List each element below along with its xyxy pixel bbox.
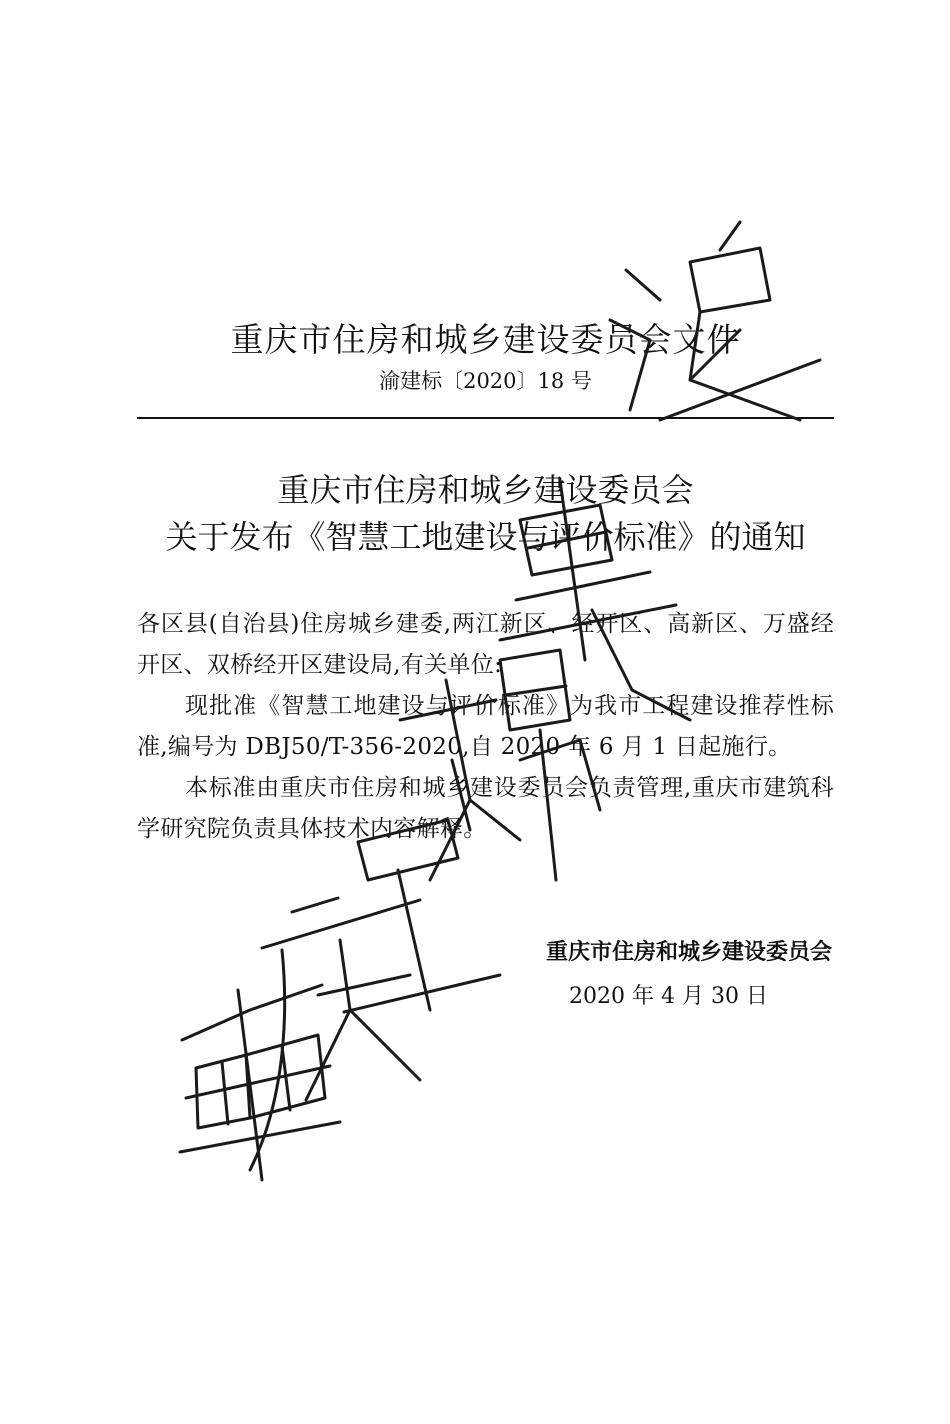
watermark-glyph-1 <box>180 985 340 1180</box>
document-number: 渝建标〔2020〕18 号 <box>379 369 592 393</box>
signature-organization: 重庆市住房和城乡建设委员会 <box>545 940 832 965</box>
signature-date: 2020 年 4 月 30 日 <box>569 984 768 1009</box>
notice-title-line2: 关于发布《智慧工地建设与评价标准》的通知 <box>165 518 806 556</box>
issuer-heading: 重庆市住房和城乡建设委员会文件 <box>230 320 741 359</box>
notice-title-line1: 重庆市住房和城乡建设委员会 <box>277 471 694 509</box>
approval-paragraph: 现批准《智慧工地建设与评价标准》为我市工程建设推荐性标准,编号为 DBJ50/T-356-2020,自 2020 年 6 月 1 日起施行。 <box>137 693 834 760</box>
management-paragraph: 本标准由重庆市住房和城乡建设委员会负责管理,重庆市建筑科学研究院负责具体技术内容解释。 <box>137 775 834 842</box>
addressee-paragraph: 各区县(自治县)住房城乡建委,两江新区、经开区、高新区、万盛经开区、双桥经开区建设局,有关单位: <box>137 611 834 678</box>
header-divider <box>137 417 834 419</box>
watermark-glyph-2 <box>250 898 420 1170</box>
notice-body <box>137 604 834 850</box>
